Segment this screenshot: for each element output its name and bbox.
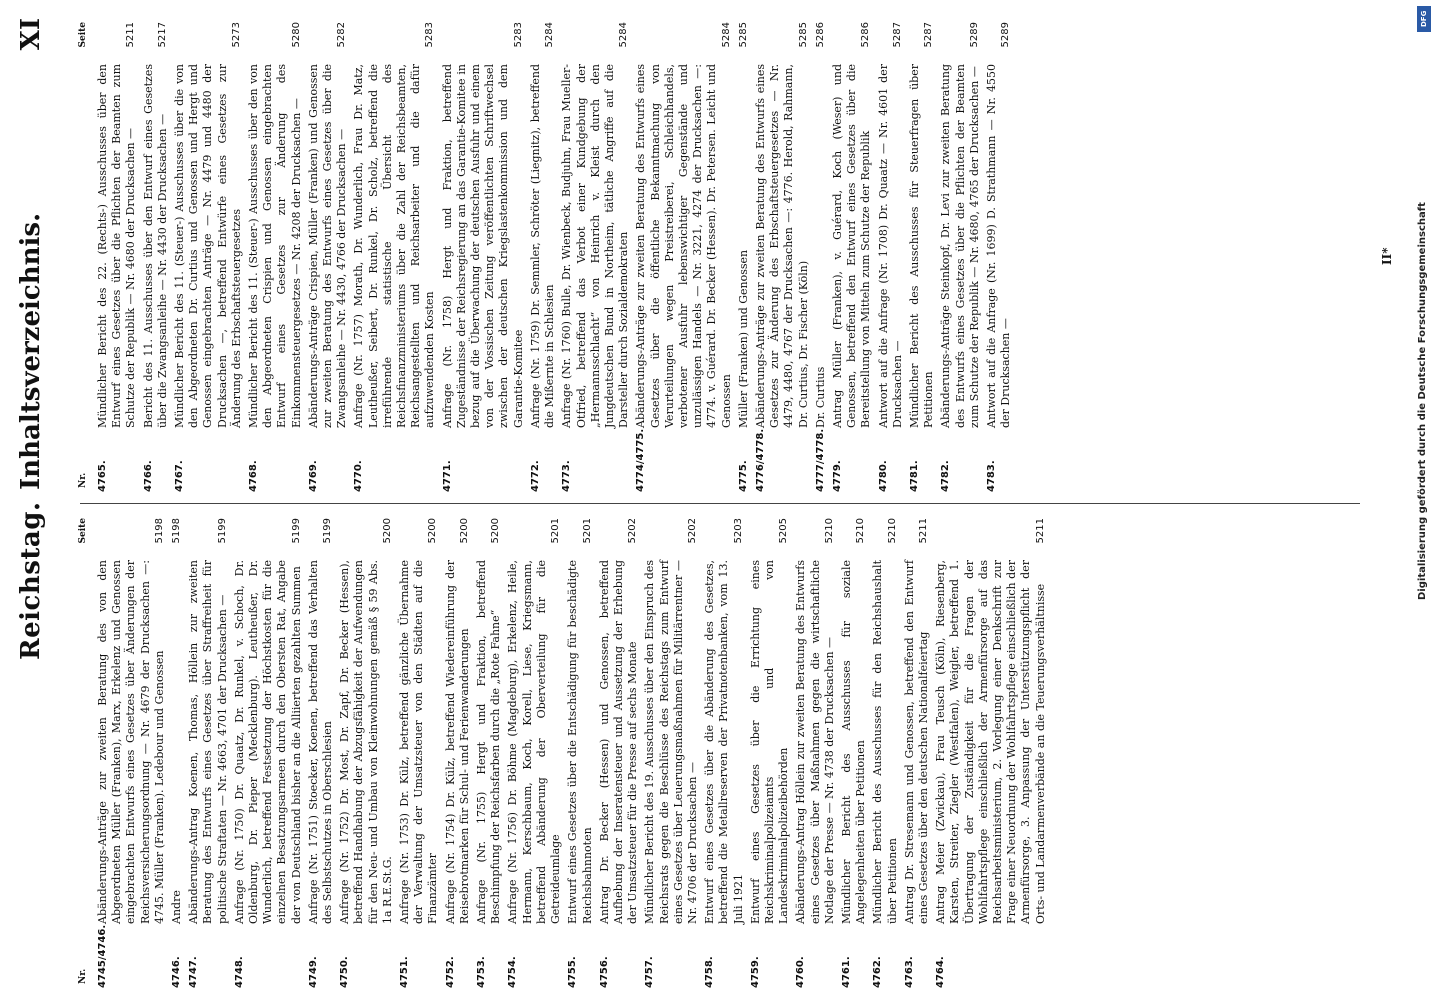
entry-number: 4759.: [749, 956, 761, 988]
entry-page: 5201: [581, 518, 593, 544]
toc-entry: [934, 518, 1048, 988]
entry-page: 5280: [290, 22, 302, 48]
entry-number: 4752.: [444, 956, 456, 988]
entry-text: Mündlicher Bericht des 22. (Rechts-) Ausschusses über den Entwurf eines Gesetzes über die Pflichten der Beamten zum Schutze der Republik — Nr. 4680 der Drucksachen —: [96, 64, 138, 428]
entry-page: 5199: [216, 518, 228, 544]
toc-entry: [749, 518, 792, 988]
entry-text: Müller (Franken) und Genossen: [736, 249, 750, 428]
entry-page: 5217: [156, 22, 168, 48]
entry-page: 5205: [778, 518, 790, 544]
signature-mark: II*: [1380, 247, 1394, 265]
nr-label: Nr.: [78, 968, 88, 984]
right-column-head: [78, 22, 96, 492]
entry-text: Abänderungs-Anträge Steinkopf, Dr. Levi zur zweiten Beratung des Entwurfs eines Gesetzes über die Pflichten der Beamten zum Schutze der Republik — Nr. 4680, 4765 der Drucksachen —: [939, 64, 981, 428]
entry-text: Entwurf eines Gesetzes über die Entschädigung für beschädigte Reichsbahnnoten: [566, 560, 594, 924]
entry-page: 5286: [814, 22, 826, 48]
entry-text: Anfrage (Nr. 1755) Hergt und Fraktion, betreffend Beschimpfung der Reichsfarben durch die „Rote Fahne“: [475, 560, 503, 924]
entry-number: 4765.: [97, 460, 108, 492]
entry-text: Abänderungs-Antrag Höllein zur zweiten Beratung des Entwurfs eines Gesetzes über Maßnahmen gegen die wirtschaftliche Notlage der Presse — Nr. 4738 der Drucksachen —: [794, 560, 836, 924]
dfg-logo-icon: DFG: [1417, 6, 1431, 32]
toc-entry: [634, 22, 733, 492]
entry-page: 5202: [686, 518, 698, 544]
entry-number: 4763.: [903, 956, 915, 988]
nr-label: Nr.: [78, 472, 88, 488]
header-left-title: Reichstag.: [16, 501, 46, 660]
entry-text: Antrag Müller (Franken), v. Guérard, Koch (Weser) und Genossen, betreffend den Entwurf eines Gesetzes über die Bereitstellung von Mitteln zum Schutze der Republik: [830, 64, 873, 428]
entry-text: Anfrage (Nr. 1757) Morath, Dr. Wunderlich, Frau Dr. Matz, Leutheußer, Seibert, Dr. Runkel, Dr. Scholz, betreffend die irreführende statistische Übersicht des Reichsfinanzministeriums über die Zahl der Reichsbeamten, Reichsangestellten und Reichsarbeiter und die dafür aufzuwendenden Kosten: [352, 64, 437, 428]
entry-page: 5283: [512, 22, 524, 48]
entry-page: 5200: [427, 518, 439, 544]
entry-page: 5199: [322, 518, 334, 544]
toc-entry: [871, 518, 899, 988]
entry-page: 5198: [171, 518, 183, 544]
toc-entry: [96, 518, 167, 988]
toc-entry: [338, 518, 395, 988]
toc-entry: [703, 518, 746, 988]
entry-page: 5287: [891, 22, 903, 48]
toc-entry: [794, 518, 837, 988]
left-entry-list: [96, 518, 1048, 988]
entry-text: Antrag Dr. Stresemann und Genossen, betreffend den Entwurf eines Gesetzes über den deutschen Nationalfeiertag: [902, 560, 930, 924]
entry-number: 4768.: [248, 460, 260, 492]
entry-number: 4762.: [872, 956, 884, 988]
entry-text: Mündlicher Bericht des Ausschusses für den Reichshaushalt über Petitionen: [871, 560, 899, 924]
entry-page: 5289: [1000, 22, 1012, 48]
entry-text: Anfrage (Nr. 1753) Dr. Külz, betreffend gänzliche Übernahme der Verwaltung der Umsatzsteuer von den Städten auf die Finanzämter: [398, 560, 440, 924]
toc-entry: [247, 22, 304, 492]
toc-entry: [352, 22, 437, 492]
entry-number: 4760.: [795, 956, 807, 988]
entry-text: Anfrage (Nr. 1750) Dr. Quaatz, Dr. Runkel, v. Schoch, Dr. Oldenburg, Dr. Pieper (Mecklenburg). Leutheußer, Dr. Wunderlich, betreffend Festsetzung der Höchstkosten für die einzelnen Besatzungsarmeen durch den Obersten Rat, Angabe der von Deutschland bisher an die Alliierten gezahlten Summen: [232, 560, 303, 924]
toc-entry: [96, 22, 139, 492]
entry-number: 4748.: [233, 956, 245, 988]
entry-number: 4753.: [476, 956, 488, 988]
entry-number: 4745/4746.: [97, 924, 108, 988]
toc-entry: [170, 518, 184, 988]
left-column: [78, 518, 1368, 988]
entry-page: 5211: [1034, 518, 1046, 544]
toc-entry: [643, 518, 700, 988]
page-header: [16, 0, 60, 1000]
entry-text: Mündlicher Bericht des Ausschusses für soziale Angelegenheiten über Petitionen: [839, 560, 868, 924]
entry-page: 5273: [230, 22, 242, 48]
toc-entry: [173, 22, 244, 492]
entry-text: Abänderungs-Antrag Koenen, Thomas, Höllein zur zweiten Beratung des Entwurfs eines Gesetzes über Straffreiheit für politische Straftaten — Nr. 4663, 4701 der Drucksachen —: [187, 560, 229, 924]
entry-number: 4766.: [142, 460, 154, 492]
toc-entry: [398, 518, 441, 988]
entry-number: 4773.: [561, 460, 573, 492]
entry-text: Antrag Dr. Becker (Hessen) und Genossen, betreffend Aufhebung der Inseratensteuer und Aussetzung der Erhebung der Umsatzsteuer für die Presse auf sechs Monate: [597, 560, 640, 924]
entry-page: 5210: [823, 518, 835, 544]
header-center-title: Inhaltsverzeichnis.: [16, 212, 46, 490]
dfg-strip: [1414, 0, 1434, 1000]
dfg-credit-text: Digitalisierung gefördert durch die Deutsche Forschungsgemeinschaft: [1417, 202, 1428, 600]
entry-page: 5199: [290, 518, 302, 544]
entry-text: Abänderungs-Anträge Crispien, Müller (Franken) und Genossen zur zweiten Beratung des Entwurfs eines Gesetzes über die Zwangsanleihe — Nr. 4430, 4766 der Drucksachen —: [306, 64, 349, 428]
entry-page: 5284: [720, 22, 732, 48]
toc-entry: [307, 518, 335, 988]
toc-entry: [506, 518, 563, 988]
entry-page: 5200: [381, 518, 393, 544]
entry-number: 4757.: [644, 956, 656, 988]
entry-number: 4770.: [353, 460, 365, 492]
toc-entry: [754, 22, 811, 492]
entry-number: 4758.: [704, 956, 716, 988]
toc-entry: [814, 22, 828, 492]
right-entry-list: [96, 22, 1013, 492]
entry-number: 4771.: [441, 460, 453, 492]
toc-entry: [877, 22, 905, 492]
entry-number: 4779.: [831, 460, 843, 492]
entry-text: Anfrage (Nr. 1756) Dr. Böhme (Magdeburg), Erkelenz, Heile, Hermann, Kerschbaum, Koch, Korell, Liese, Kriegsmann, betreffend Abänderung der Oberverteilung für die Getreideumlage: [506, 560, 563, 924]
toc-entry: [939, 22, 982, 492]
header-page-roman: XI: [16, 18, 46, 51]
seite-label: Seite: [78, 518, 88, 544]
toc-entry: [444, 518, 472, 988]
entry-number: 4749.: [307, 956, 319, 988]
entry-page: 5282: [336, 22, 348, 48]
entry-text: Antwort auf die Anfrage (Nr. 1708) Dr. Quaatz — Nr. 4601 der Drucksachen —: [876, 64, 904, 428]
entry-number: 4751.: [399, 956, 411, 988]
toc-entry: [233, 518, 304, 988]
toc-entry: [187, 518, 230, 988]
entry-page: 5201: [550, 518, 562, 544]
entry-number: 4775.: [737, 460, 749, 492]
entry-number: 4764.: [935, 956, 947, 988]
entry-text: Anfrage (Nr. 1760) Bulle, Dr. Wienbeck, Budjuhn, Frau Mueller-Otfried, betreffend das Verbot einer Kundgebung der „Hermannsschlacht“ von Heinrich v. Kleist durch den Jungdeutschen Bund in Northeim, tätliche Angriffe auf die Darsteller durch Sozialdemokraten: [560, 64, 631, 428]
entry-number: 4747.: [188, 956, 200, 988]
entry-number: 4781.: [908, 460, 920, 492]
entry-page: 5198: [153, 518, 165, 544]
entry-number: 4783.: [985, 460, 997, 492]
toc-entry: [142, 22, 170, 492]
entry-page: 5287: [923, 22, 935, 48]
entry-page: 5286: [860, 22, 872, 48]
entry-page: 5211: [917, 518, 929, 544]
entry-page: 5285: [737, 22, 749, 48]
entry-number: 4750.: [339, 956, 351, 988]
toc-entry: [529, 22, 557, 492]
entry-page: 5211: [125, 22, 137, 48]
entry-number: 4782.: [940, 460, 952, 492]
entry-page: 5200: [458, 518, 470, 544]
column-divider: [80, 503, 1360, 504]
entry-text: Mündlicher Bericht des 11. (Steuer-) Ausschusses über die von den Abgeordneten Dr. Curtius und Genossen und Hergt und Genossen eingebrachten Anträge — Nr. 4479 und 4480 der Drucksachen —, betreffend Entwürfe eines Gesetzes zur Änderung des Erbschaftsteuergesetzes: [173, 64, 243, 428]
entry-page: 5283: [424, 22, 436, 48]
toc-entry: [831, 22, 874, 492]
entry-number: 4777/4778.: [814, 428, 826, 492]
entry-number: 4755.: [567, 956, 579, 988]
entry-text: Andre: [170, 890, 184, 924]
toc-entry: [985, 22, 1013, 492]
entry-page: 5200: [490, 518, 502, 544]
right-column: [78, 22, 1368, 492]
entry-number: 4776/4778.: [754, 428, 766, 492]
entry-page: 5210: [855, 518, 867, 544]
entry-number: 4746.: [171, 956, 183, 988]
entry-page: 5203: [732, 518, 744, 544]
entry-text: Anfrage (Nr. 1758) Hergt und Fraktion, betreffend Zugeständnisse der Reichsregierung an das Garantie-Komitee in bezug auf die Überwachung der deutschen Ausfuhr und einem von der Vossischen Zeitung veröffentlichten Schriftwechsel zwischen der deutschen Kriegslastenkommission und dem Garantie-Komitee: [440, 64, 525, 428]
toc-entry: [475, 518, 503, 988]
entry-text: Anfrage (Nr. 1759) Dr. Semmler, Schröter (Liegnitz), betreffend die Mißernte in Schlesien: [528, 64, 557, 428]
toc-entry: [908, 22, 936, 492]
entry-page: 5284: [544, 22, 556, 48]
entry-page: 5284: [618, 22, 630, 48]
entry-text: Anfrage (Nr. 1752) Dr. Most, Dr. Zapf, Dr. Becker (Hessen), betreffend Handhabung der Abzugsfähigkeit der Aufwendungen für den Neu- und Umbau von Kleinwohnungen gemäß § 59 Abs. 1a R.E.St.G.: [338, 560, 394, 924]
entry-text: Bericht des 11. Ausschusses über den Entwurf eines Gesetzes über die Zwangsanleihe — Nr. 4430 der Drucksachen —: [141, 64, 169, 428]
entry-page: 5285: [797, 22, 809, 48]
entry-number: 4756.: [598, 956, 610, 988]
entry-text: Mündlicher Bericht des 19. Ausschusses über den Einspruch des Reichsrats gegen die Beschlüsse des Reichstags zum Entwurf eines Gesetzes über Leuerungsmaßnahmen für Militärrentner — Nr. 4706 der Drucksachen —: [643, 560, 699, 924]
entry-text: Mündlicher Bericht des 11. (Steuer-) Ausschusses über den von den Abgeordneten Crispien und Genossen eingebrachten Entwurf eines Gesetzes zur Änderung des Einkommensteuergesetzes — Nr. 4208 der Drucksachen —: [247, 64, 303, 428]
toc-entry: [903, 518, 931, 988]
seite-label: Seite: [78, 22, 88, 48]
entry-number: 4774/4775.: [635, 428, 647, 492]
entry-number: 4754.: [507, 956, 519, 988]
entry-text: Mündlicher Bericht des Ausschusses für Steuerfragen über Petitionen: [907, 64, 936, 428]
toc-entry: [560, 22, 631, 492]
entry-text: Antrag Meier (Zwickau), Frau Teusch (Köln), Riesenberg, Karsten, Streiter, Ziegler (Westfalen), Weigler, betreffend 1. Übertragung der Zuständigkeit für die Fragen der Wohlfahrtspflege einschließlich der Armenfürsorge auf das Reichsarbeitsministerium, 2. Vorlegung einer Denkschrift zur Frage einer Neuordnung der Wohlfahrtspflege einschließlich der Armenfürsorge, 3. Anpassung der Unterstützungspflicht der Orts- und Landarmenverbände an die Teuerungsverhältnisse: [934, 560, 1047, 924]
entry-text: Abänderungs-Anträge zur zweiten Beratung des von den Abgeordneten Müller (Franken), Marx, Erkelenz und Genossen eingebrachten Entwurfs eines Gesetzes über Änderungen der Reichsversicherungsordnung — Nr. 4679 der Drucksachen —: 4745. Müller (Franken). Ledebour und Genossen: [96, 560, 166, 924]
toc-entry: [598, 518, 641, 988]
entry-page: 5202: [627, 518, 639, 544]
entry-number: 4767.: [174, 460, 186, 492]
toc-entry: [737, 22, 751, 492]
entry-number: 4761.: [840, 956, 852, 988]
toc-entry: [840, 518, 868, 988]
entry-text: Anfrage (Nr. 1751) Stoecker, Koenen, betreffend das Verhalten des Selbstschutzes in Oberschlesien: [306, 560, 335, 924]
entry-number: 4772.: [529, 460, 541, 492]
entry-text: Anfrage (Nr. 1754) Dr. Külz, betreffend Wiedereinführung der Reisebrotmarken für Schul- und Ferienwanderungen: [443, 560, 471, 924]
entry-number: 4780.: [877, 460, 889, 492]
left-column-head: [78, 518, 96, 988]
entry-page: 5289: [968, 22, 980, 48]
entry-number: 4769.: [307, 460, 319, 492]
entry-text: Entwurf eines Gesetzes über die Abänderung des Gesetzes, betreffend die Metallreserven der Privatnotenbanken, vom 13. Juli 1921: [703, 560, 745, 924]
entry-text: Antwort auf die Anfrage (Nr. 1699) D. Strathmann — Nr. 4550 der Drucksachen —: [984, 64, 1013, 428]
toc-entry: [441, 22, 526, 492]
entry-text: Abänderungs-Anträge zur zweiten Beratung des Entwurfs eines Gesetzes zur Änderung des Erbschaftsteuergesetzes — Nr. 4479, 4480, 4767 der Drucksachen —: 4776. Herold, Rahmann, Dr. Curtius, Dr. Fischer (Köln): [753, 64, 810, 428]
toc-entry: [566, 518, 594, 988]
entry-page: 5210: [886, 518, 898, 544]
entry-text: Dr. Curtius: [813, 366, 827, 428]
toc-entry: [307, 22, 350, 492]
entry-text: Entwurf eines Gesetzes über die Errichtung eines Reichskriminalpolizeiamts und von Landeskriminalpolizeibehörden: [748, 560, 791, 924]
entry-text: Abänderungs-Anträge zur zweiten Beratung des Entwurfs eines Gesetzes über die öffentliche Bekanntmachung von Verurteilungen wegen Preistreiberei, Schleichhandels, verbotener Ausfuhr lebenswichtiger Gegenstände und unzulässigen Handels — Nr. 3221, 4274 der Drucksachen —: 4774. v. Guérard. Dr. Becker (Hessen). Dr. Petersen. Leicht und Genossen: [634, 64, 733, 428]
